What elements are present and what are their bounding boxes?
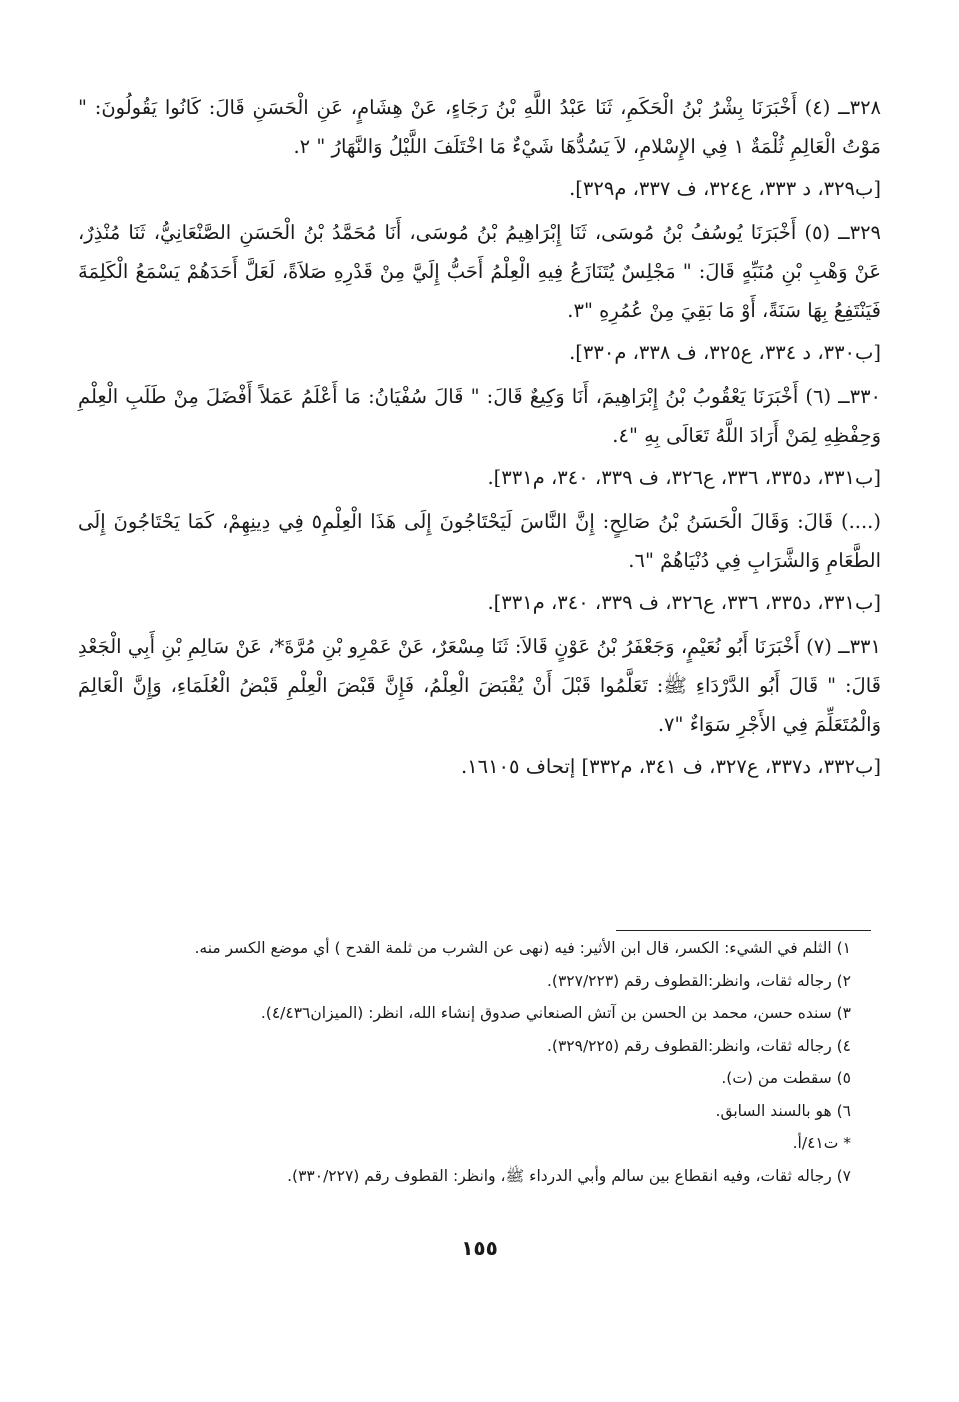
footnote-6: ٦) هو بالسند السابق. (715, 1101, 851, 1120)
hadith-entry-331: ٣٣١ــ (٧) أَخْبَرَنَا أَبُو نُعَيْمٍ، وَجَعْفَرُ بْنُ عَوْنٍ قَالاَ: ثَنَا مِسْعَرٌ، عَنْ عَمْرِو بْنِ مُرَّةَ*، عَنْ سَالِمِ بْنِ أَبِي الْجَعْدِ قَالَ: " قَالَ أَبُو الدَّرْدَاءِ ﷺ: تَعَلَّمُوا قَبْلَ أَنْ يُقْبَضَ الْعِلْمُ، فَإِنَّ قَبْضَ الْعِلْمِ قَبْضُ الْعُلَمَاءِ، وَإِنَّ الْعَالِمَ وَالْمُتَعَلِّمَ فِي الأَجْرِ سَوَاءٌ "٧. (78, 635, 881, 736)
footnote-2: ٢) رجاله ثقات، وانظر:القطوف رقم (٣٢٧/٢٢٣). (547, 971, 851, 990)
hadith-entry-329: ٣٢٩ــ (٥) أَخْبَرَنَا يُوسُفُ بْنُ مُوسَى، ثَنَا إِبْرَاهِيمُ بْنُ مُوسَى، أَنَا مُحَمَّدُ بْنُ الْحَسَنِ الصَّنْعَانِيُّ، ثَنَا مُنْذِرٌ، عَنْ وَهْبِ بْنِ مُنَبِّهٍ قَالَ: " مَجْلِسٌ يُتَنَازَعُ فِيهِ الْعِلْمُ أَحَبُّ إِلَيَّ مِنْ قَدْرِهِ صَلاَةً، لَعَلَّ أَحَدَهُمْ يَسْمَعُ الْكَلِمَةَ فَيَنْتَفِعُ بِهَا سَنَةً، أَوْ مَا بَقِيَ مِنْ عُمُرِهِ "٣. (78, 221, 882, 322)
hadith-entry-330: ٣٣٠ــ (٦) أَخْبَرَنَا يَعْقُوبُ بْنُ إِبْرَاهِيمَ، أَنَا وَكِيعٌ قَالَ: " قَالَ سُفْيَانُ: مَا أَعْلَمُ عَمَلاً أَفْضَلَ مِنْ طَلَبِ الْعِلْمِ وَحِفْظِهِ لِمَنْ أَرَادَ اللَّهُ تَعَالَى بِهِ "٤. (78, 385, 882, 447)
main-text (78, 88, 881, 791)
footnote-7: ٧) رجاله ثقات، وفيه انقطاع بين سالم وأبي الدرداء ﷺ، وانظر: القطوف رقم (٣٣٠/٢٢٧). (287, 1166, 851, 1185)
footnotes (70, 932, 851, 1192)
hadith-entry-328: ٣٢٨ــ (٤) أَخْبَرَنَا بِشْرُ بْنُ الْحَكَمِ، ثَنَا عَبْدُ اللَّهِ بْنُ رَجَاءٍ، عَنْ هِشَامٍ، عَنِ الْحَسَنِ قَالَ: كَانُوا يَقُولُونَ: " مَوْتُ الْعَالِمِ ثُلْمَةٌ ١ فِي الإِسْلامِ، لاَ يَسُدُّهَا شَيْءٌ مَا اخْتَلَفَ اللَّيْلُ وَالنَّهَارُ " ٢. (78, 96, 882, 158)
hadith-entry-330-continued: (....) قَالَ: وَقَالَ الْحَسَنُ بْنُ صَالِحٍ: إِنَّ النَّاسَ لَيَحْتَاجُونَ إِلَى هَذَا الْعِلْمِ٥ فِي دِينِهِمْ، كَمَا يَحْتَاجُونَ إِلَى الطَّعَامِ وَالشَّرَابِ فِي دُنْيَاهُمْ "٦. (78, 510, 881, 572)
footnote-5: ٥) سقطت من (ت). (721, 1069, 851, 1087)
footnote-4: ٤) رجاله ثقات، وانظر:القطوف رقم (٣٢٩/٢٢٥). (547, 1036, 851, 1055)
footnote-star: * ت٤١/أ. (792, 1134, 851, 1152)
reference-line-330: [ب٣٣١، د٣٣٥، ٣٣٦، ع٣٢٦، ف ٣٣٩، ٣٤٠، م٣٣١]. (487, 466, 881, 489)
page-number: ١٥٥ (461, 1236, 498, 1260)
reference-line-331: [ب٣٣٢، د٣٣٧، ع٣٢٧، ف ٣٤١، م٣٣٢] إتحاف ١٦١٠٥. (460, 755, 881, 778)
footnote-divider (616, 930, 871, 931)
reference-line-328: [ب٣٢٩، د ٣٣٣، ع٣٢٤، ف ٣٣٧، م٣٢٩]. (569, 177, 881, 200)
reference-line-329: [ب٣٣٠، د ٣٣٤، ع٣٢٥، ف ٣٣٨، م٣٣٠]. (569, 341, 881, 364)
footnote-3: ٣) سنده حسن، محمد بن الحسن بن آتش الصنعاني صدوق إنشاء الله، انظر: (الميزان٤/٤٣٦). (260, 1004, 851, 1022)
reference-line-330-continued: [ب٣٣١، د٣٣٥، ٣٣٦، ع٣٢٦، ف ٣٣٩، ٣٤٠، م٣٣١]. (487, 591, 881, 614)
footnote-1: ١) الثلم في الشيء: الكسر، قال ابن الأثير: فيه (نهى عن الشرب من ثلمة القدح ) أي موضع الكسر منه. (194, 939, 851, 957)
